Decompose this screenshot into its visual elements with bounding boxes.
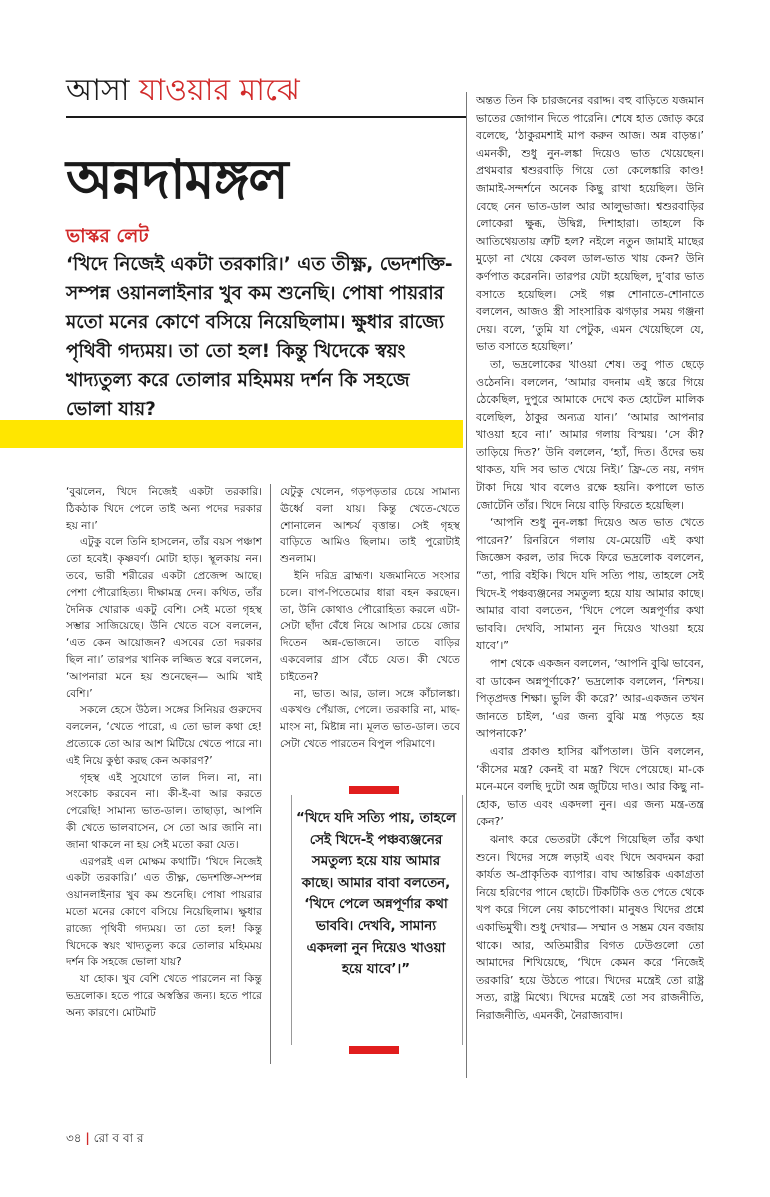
paragraph: এবার প্রকাণ্ড হাসির ঝাঁপতাল। উনি বললেন, ‘কীসের মন্ত্র? কেনই বা মন্ত্র? খিদে পেয়েছে। মা-কে মনে-মনে বলছি দুটো অন্ন জুটিয়ে দাও। আর কিছু না-হোক, ভাত এবং একদলা নুন। এর জন্য মন্ত্র-তন্ত্র কেন?’ [476,744,704,829]
paragraph: গৃহস্থ এই সুযোগে তাল দিল। না, না। সংকোচ করবেন না। কী-ই-বা আর করতে পেরেছি! সামান্য ভাত-ডাল। তাছাড়া, আপনি কী খেতে ভালবাসেন, সে তো আর জানি না। জানা থাকলে না হয় সেই মতো করা যেত। [66,771,262,851]
headline: অন্নদামঙ্গল [66,148,288,211]
paragraph: পাশ থেকে একজন বললেন, ‘আপনি বুঝি ভাবেন, বা ডাকেন অন্নপূর্ণাকে?’ ভদ্রলোক বললেন, ‘নিশ্চয়। পিতৃপ্রদত্ত শিক্ষা। ভুলি কী করে?’ আর-একজন তখন জানতে চাইল, ‘এর জন্য বুঝি মন্ত্র পড়তে হয় আপনাকে?’ [476,657,704,741]
article-column-b [280,484,460,752]
pullquote-top-bar [349,786,399,794]
standfirst: ‘খিদে নিজেই একটা তরকারি।’ এত তীক্ষ্ণ, ভেদশক্তি-সম্পন্ন ওয়ানলাইনার খুব কম শুনেছি। পোষা পায়রার মতো মনের কোণে বসিয়ে নিয়েছিলাম। ক্ষুধার রাজ্যে পৃথিবী গদ্যময়। তা তো হল! কিন্তু খিদেকে স্বয়ং খাদ্যতুল্য করে তোলার মহিমময় দর্শন কি সহজে ভোলা যায়? [66,254,453,420]
page-footer [66,1130,143,1150]
paragraph: যা হোক। খুব বেশি খেতে পারলেন না কিন্তু ভদ্রলোক। হতে পারে অস্বস্তির জন্য। হতে পারে অন্য কারণে। মোটমাট [66,973,262,1019]
paragraph: না, ভাত। আর, ডাল। সঙ্গে কাঁচালঙ্কা। একখণ্ড পেঁয়াজ, পেলে। তরকারি না, মাছ-মাংস না, মিষ্টান্ন না। মূলত ভাত-ডাল। তবে সেটা খেতে পারতেন বিপুল পরিমাণে। [280,687,460,750]
article-column-a [66,484,262,1066]
kicker-rule [66,116,466,118]
kicker-title [66,74,300,108]
paragraph: এটুকু বলে তিনি হাসলেন, তাঁর বয়স পঞ্চাশ তো হবেই। কৃষ্ণবর্ণ। মোটা হাড়। স্থূলকায় নন। তবে, ভারী শরীরের একটা প্রেজেন্স আছে। পেশা পৌরোহিত্য। দীক্ষামন্ত্র দেন। কথিত, তাঁর দৈনিক খোরাক একটু বেশি। সেই মতো গৃহস্থ সম্ভার সাজিয়েছে। উনি খেতে বসে বললেন, ‘এত কেন আয়োজন? এসবের তো দরকার ছিল না।’ তারপর খানিক লজ্জিত স্বরে বললেন, ‘আপনারা মনে হয় শুনেছেন— আমি খাই বেশি।’ [66,536,262,700]
paragraph: ইনি দরিদ্র ব্রাহ্মণ। যজমানিতে সংসার চলে। বাপ-পিতেমোর ধারা বহন করছেন। তা, উনি কোথাও পৌরোহিত্য করলে এটা-সেটা ছাঁদা বেঁধে নিয়ে আসার চেয়ে জোর দিতেন অন্ন-ভোজনে। তাতে বাড়ির একবেলার গ্রাস বেঁচে যেত। কী খেতে চাইতেন? [280,569,460,683]
paragraph: সকলে হেসে উঠল। সঙ্গের সিনিয়র গুরুদেব বললেন, ‘খেতে পারো, এ তো ভাল কথা হে! প্রত্যেকে তো আর আশ মিটিয়ে খেতে পারে না। এই নিয়ে কুণ্ঠা করছ কেন অকারণ?’ [66,704,262,767]
magazine-name: রো ব বা র [93,1131,144,1145]
kicker-part-2: যাওয়ার মাঝে [139,73,300,108]
paragraph: এরপরই এল মোক্ষম কথাটি। ‘খিদে নিজেই একটা তরকারি।’ এত তীক্ষ্ণ, ভেদশক্তি-সম্পন্ন ওয়ানলাইনার খুব কম শুনেছি। পোষা পায়রার মতো মনের কোণে বসিয়ে নিয়েছিলাম। ক্ষুধার রাজ্যে পৃথিবী গদ্যময়। তা তো হল! কিন্তু খিদেকে স্বয়ং খাদ্যতুল্য করে তোলার মহিমময় দর্শন কি সহজে ভোলা যায়? [66,855,262,969]
byline: ভাস্কর লেট [66,225,149,247]
pullquote-bottom-bar [349,1046,399,1054]
paragraph: ঝনাৎ করে ভেতরটা কেঁপে গিয়েছিল তাঁর কথা শুনে। খিদের সঙ্গে লড়াই এবং খিদে অবদমন করা কার্যত অ-প্রাকৃতিক ব্যাপার। বাঘ আন্তরিক একাগ্রতা নিয়ে হরিণের পানে ছোটে। টিকটিকি ওত পেতে থেকে খপ করে গিলে নেয় কাচপোকা। মানুষও খিদের প্রশ্নে একাভিমুখী। শুধু দেখার— সম্মান ও সম্ভ্রম যেন বজায় থাকে। আর, অতিমারীর বিগত ঢেউগুলো তো আমাদের শিখিয়েছে, ‘খিদে কেমন করে ‘নিজেই তরকারি’ হয়ে উঠতে পারে। খিদের মন্ত্রেই তো রাষ্ট্র সত্য, রাষ্ট্র মিথ্যে। খিদের মন্ত্রেই তো সব রাজনীতি, নিরাজনীতি, এমনকী, নৈরাজ্যবাদ। [476,832,704,1022]
paragraph: ‘আপনি শুধু নুন-লঙ্কা দিয়েও অত ভাত খেতে পারেন?’ রিনরিনে গলায় যে-মেয়েটি এই কথা জিজ্ঞেস করল, তার দিকে ফিরে ভদ্রলোক বললেন, “তা, পারি বইকি। খিদে যদি সত্যি পায়, তাহলে সেই খিদে-ই পঞ্চব্যঞ্জনের সমতুল্য হয়ে যায় আমার কাছে। আমার বাবা বলতেন, ‘খিদে পেলে অন্নপূর্ণার কথা ভাববি। দেখবি, সামান্য নুন দিয়েও খাওয়া হয়ে যাবে’।” [476,516,704,653]
paragraph: যেটুকু খেলেন, গড়পড়তার চেয়ে সামান্য ঊর্ধ্বে বলা যায়। কিন্তু খেতে-খেতে শোনালেন আশ্চর্য বৃত্তান্ত। সেই গৃহস্থ বাড়িতে আমিও ছিলাম। তাই পুরোটাই শুনলাম। [280,486,460,566]
paragraph: তা, ভদ্রলোকের খাওয়া শেষ। তবু পাত ছেড়ে ওঠেননি। বললেন, ‘আমার বদনাম এই স্তরে গিয়ে ঠেকেছিল, দুপুরে আমাকে দেখে কত হোটেল মালিক বলেছিল, ঠাকুর অন্যত্র যান।’ ‘আমার আপনার খাওয়া হবে না।’ আমার গলায় বিস্ময়। ‘সে কী? তাড়িয়ে দিত?’ উনি বললেন, ‘হ্যাঁ, দিত। ওঁদের ভয় থাকত, যদি সব ভাত খেয়ে নিই।’ ফ্রি-তে নয়, নগদ টাকা দিয়ে খাব বলেও রক্ষে হয়নি। কপালে ভাত জোটেনি তাঁর। খিদে নিয়ে বাড়ি ফিরতে হয়েছিল। [476,357,704,512]
column-divider-1 [270,484,271,1064]
paragraph: ‘বুঝলেন, খিদে নিজেই একটা তরকারি। ঠিকঠাক খিদে পেলে তাই অন্য পদের দরকার হয় না।’ [66,486,262,532]
kicker-part-1: আসা [66,73,140,108]
column-divider-2 [466,92,467,1078]
page-number: ৩৪ [66,1131,82,1145]
yellow-band [0,420,463,448]
pullquote-text: “খিদে যদি সত্যি পায়, তাহলে সেই খিদে-ই পঞ্চব্যঞ্জনের সমতুল্য হয়ে যায় আমার কাছে। আমার বাবা বলতেন, ‘খিদে পেলে অন্নপূর্ণার কথা ভাববি। দেখবি, সামান্য একদলা নুন দিয়েও খাওয়া হয়ে যাবে’।” [296,811,456,978]
article-column-c [476,92,704,1080]
footer-separator: | [85,1131,90,1145]
paragraph: অন্তত তিন কি চারজনের বরাদ্দ। বহু বাড়িতে যজমান ভাতের জোগান দিতে পারেনি। শেষে হাত জোড় করে বলেছে, ‘ঠাকুরমশাই মাপ করুন আজ। অন্ন বাড়ন্ত।’ এমনকী, শুধু নুন-লঙ্কা দিয়েও ভাত খেয়েছেন। প্রথমবার শ্বশুরবাড়ি গিয়ে তো কেলেঙ্কারি কাণ্ড! জামাই-সন্দর্শনে অনেক কিছু রাখা হয়েছিল। উনি বেছে নেন ভাত-ডাল আর আলুভাজা। শ্বশুরবাড়ির লোকেরা ক্ষুব্ধ, উদ্বিগ্ন, দিশাহারা। তাহলে কি আতিথেয়তায় ত্রুটি হল? নইলে নতুন জামাই মাছের মুড়ো না খেয়ে কেবল ডাল-ভাত খায় কেন? উনি কর্ণপাত করেননি। তারপর যেটা হয়েছিল, দু’বার ভাত বসাতে হয়েছিল। সেই গল্প শোনাতে-শোনাতে বললেন, আজও স্ত্রী সাংসারিক ঝগড়ার সময় গঞ্জনা দেয়। বলে, ‘তুমি যা পেটুক, এমন খেয়েছিলে যে, ভাত বসাতে হয়েছিল।’ [476,94,704,354]
